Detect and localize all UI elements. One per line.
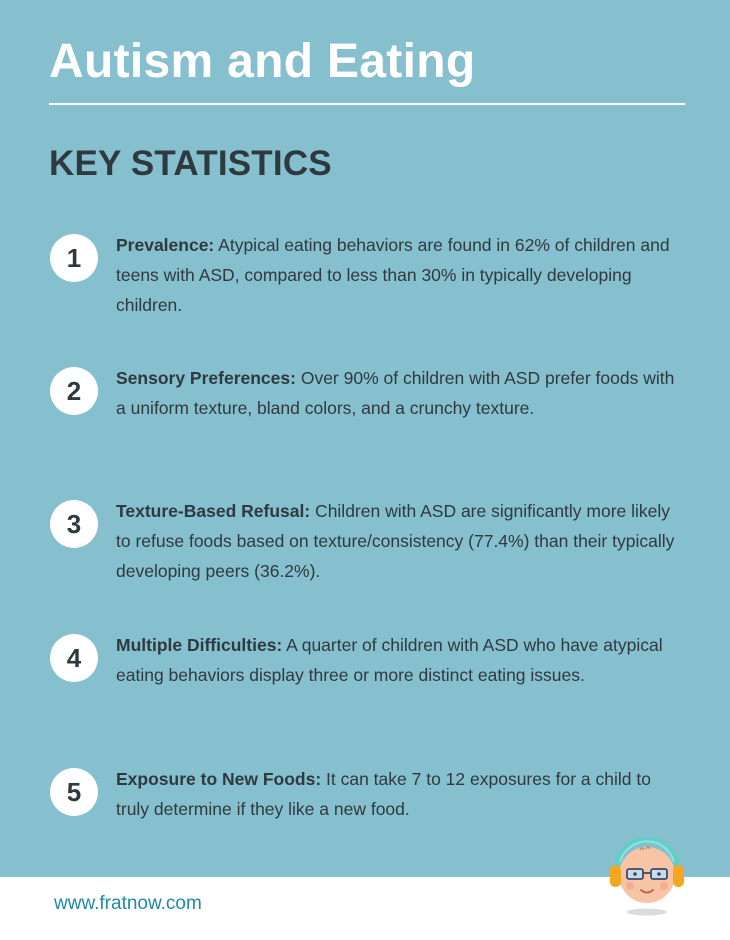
stat-label: Exposure to New Foods: bbox=[116, 769, 322, 789]
stat-label: Sensory Preferences: bbox=[116, 368, 296, 388]
stat-text bbox=[116, 764, 676, 824]
stat-description: Atypical eating behaviors are found in 62% of children and teens with ASD, compared to less than 30% in typically developing children. bbox=[116, 235, 670, 315]
website-link[interactable]: www.fratnow.com bbox=[54, 893, 202, 914]
number-badge: 1 bbox=[50, 234, 98, 282]
stat-description: A quarter of children with ASD who have atypical eating behaviors display three or more distinct eating issues. bbox=[116, 635, 663, 685]
stat-text bbox=[116, 230, 676, 320]
stat-label: Prevalence: bbox=[116, 235, 215, 255]
stat-text bbox=[116, 496, 676, 586]
number-badge: 2 bbox=[50, 367, 98, 415]
page-title: Autism and Eating bbox=[49, 35, 476, 88]
stat-description: Over 90% of children with ASD prefer foods with a uniform texture, bland colors, and a crunchy texture. bbox=[116, 368, 675, 418]
number-badge: 5 bbox=[50, 768, 98, 816]
stat-text bbox=[116, 363, 676, 423]
section-heading: KEY STATISTICS bbox=[49, 144, 332, 183]
title-divider bbox=[49, 103, 685, 105]
stat-text bbox=[116, 630, 676, 690]
stat-description: It can take 7 to 12 exposures for a child to truly determine if they like a new food. bbox=[116, 769, 651, 819]
mascot-headphones-icon bbox=[604, 832, 690, 918]
stat-description: Children with ASD are significantly more likely to refuse foods based on texture/consistency (77.4%) than their typically developing peers (36.2%). bbox=[116, 501, 675, 581]
stat-label: Multiple Difficulties: bbox=[116, 635, 283, 655]
number-badge: 3 bbox=[50, 500, 98, 548]
stat-label: Texture-Based Refusal: bbox=[116, 501, 311, 521]
number-badge: 4 bbox=[50, 634, 98, 682]
